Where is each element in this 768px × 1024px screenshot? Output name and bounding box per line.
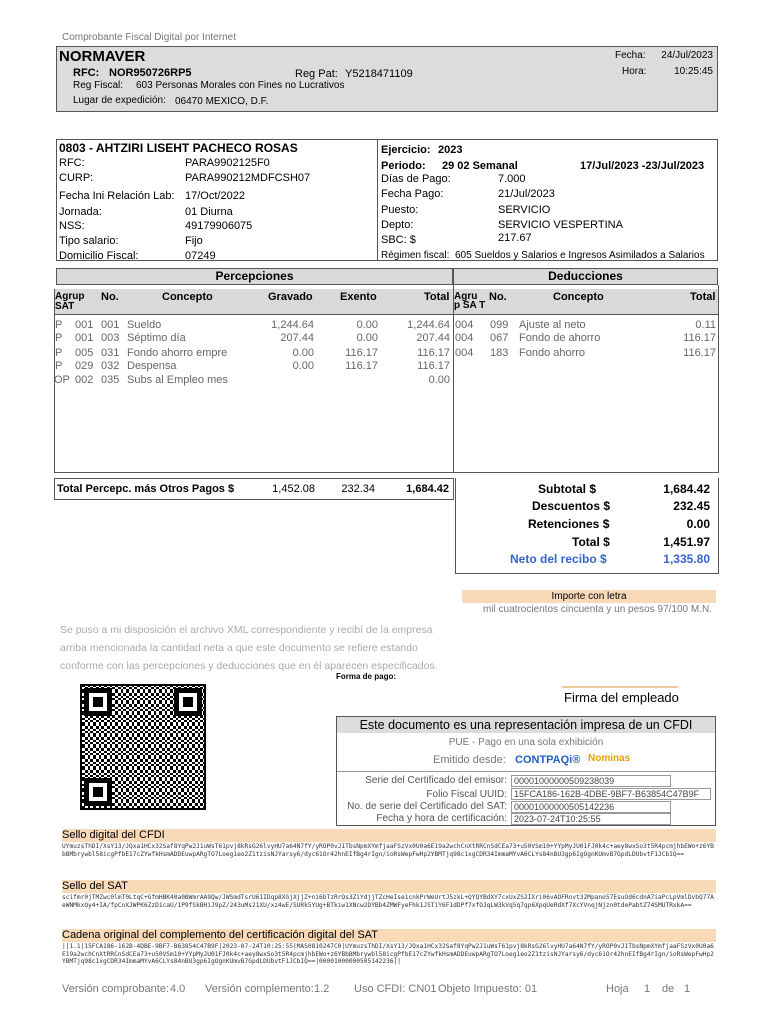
retenciones: 0.00 xyxy=(686,517,710,531)
concepto: Subs al Empleo mes xyxy=(127,374,228,386)
rango: 17/Jul/2023 -23/Jul/2023 xyxy=(580,160,705,172)
total: 116.17 xyxy=(417,347,450,359)
concepto: Séptimo día xyxy=(127,332,186,344)
cadena-text: ||1.1|15FCA186-162B-4DBE-9BF7-B63854C47B9F|2023-07-24T10:25:55|MAS0810247C0|UYmuzsThDI/XsY13/JQxa1HCx32Saf8YqPw2J1uWsT61pvj8kRsG26lvyHU7a64N7fY/yROP0vJ1TbsNpmXYmfjaaFSzVx0U0a6E19a2wchCnXtRRCnSdCEa73+u50VSm10+YYpMyJU01FJ0k4c+aey8wxSo3t5R4pcmjhbEWo+z6YBbBMbrywbl58icgPfbE17cZYwfkHsmADDEuwpARgTO7Loeg1eo2Z1tzisNJYarsy6/dyc61Or42hnEIfBg4rIgn/ioRsWepFwHp2YBMTjq98c1xgCDR34ImmaMYvA6CLYs84nBU3gp6IgOgnKUmvB7GpdLDUbvtF1JCbIQ==|00001000000505142236|| xyxy=(62,943,714,965)
concepto: Fondo ahorro xyxy=(519,347,586,359)
employee-title: 0803 - AHTZIRI LISEHT PACHECO ROSAS xyxy=(59,141,298,155)
ded-col-agrup: Agru xyxy=(454,291,478,302)
sat: 005 xyxy=(75,347,94,359)
no: 003 xyxy=(101,332,120,344)
col-agrup: Agrup xyxy=(55,291,85,302)
firma-empleado: Firma del empleado xyxy=(564,690,679,705)
total-percepc-label: Total Percepc. más Otros Pagos $ xyxy=(57,483,235,495)
periodo: 29 02 Semanal xyxy=(442,160,518,172)
satcert-label: No. de serie del Certificado del SAT: xyxy=(347,801,507,812)
gravado: 0.00 xyxy=(292,360,314,372)
brand: CONTPAQi® xyxy=(515,754,581,766)
de-label: de xyxy=(662,983,675,995)
subtotal: 1,684.42 xyxy=(663,482,710,496)
regpat-label: Reg Pat: xyxy=(295,68,338,80)
no: 067 xyxy=(490,332,509,344)
agrup: 004 xyxy=(455,332,474,344)
col-gravado: Gravado xyxy=(268,291,313,303)
version-label: Versión comprobante: xyxy=(62,983,170,995)
cfdi-title: Este documento es una representación impresa de un CFDI xyxy=(337,717,715,733)
issuer-rfc: NOR950726RP5 xyxy=(109,67,192,79)
fir: 17/Oct/2022 xyxy=(185,190,245,202)
percepciones-header xyxy=(54,289,453,315)
ded-col-sat: p SA T xyxy=(454,300,486,311)
gravado: 1,244.64 xyxy=(271,319,314,331)
concepto: Fondo de ahorro xyxy=(519,332,601,344)
fir-label: Fecha Ini Relación Lab: xyxy=(59,190,175,202)
domicilio: 07249 xyxy=(185,250,216,262)
depto-label: Depto: xyxy=(381,219,414,231)
fechacert-value: 2023-07-24T10:25:55 xyxy=(511,813,671,825)
disclaimer-line: arriba mencionada la cantidad neta a que este documento se refiere estando xyxy=(60,642,418,654)
page-number: 1 xyxy=(644,983,651,995)
sat: 002 xyxy=(75,374,94,386)
cfdi-box xyxy=(336,716,716,826)
total-exento: 232.34 xyxy=(341,483,375,495)
ejercicio: 2023 xyxy=(438,144,463,156)
subtotal-label: Subtotal $ xyxy=(538,482,597,496)
disclaimer-line: Se puso a mi disposición el archivo XML correspondiente y recibí de la empresa xyxy=(60,624,433,636)
total: 116.17 xyxy=(683,347,716,359)
page-count: 1 xyxy=(684,983,691,995)
regimen: 605 Sueldos y Salarios e Ingresos Asimilados a Salarios xyxy=(455,250,705,261)
concepto: Despensa xyxy=(127,360,177,372)
brand-nominas: Nominas xyxy=(588,753,631,764)
descuentos-label: Descuentos $ xyxy=(532,499,611,513)
ded-col-total: Total xyxy=(690,291,716,303)
serie-label: Serie del Certificado del emisor: xyxy=(365,775,507,786)
hora-label: Hora: xyxy=(622,66,647,77)
cadena-label: Cadena original del complemento del certificación digital del SAT xyxy=(62,929,716,942)
hoja-label: Hoja xyxy=(606,983,629,995)
curp: PARA990212MDFCSH07 xyxy=(185,172,311,184)
total: 0.11 xyxy=(695,319,716,331)
sat: 029 xyxy=(75,360,94,372)
company-name: NORMAVER xyxy=(59,48,146,65)
percepciones-total-row xyxy=(54,478,454,500)
dias: 7.000 xyxy=(498,173,526,185)
lugar: 06470 MEXICO, D.F. xyxy=(175,96,269,107)
total: 116.17 xyxy=(417,360,450,372)
curp-label: CURP: xyxy=(59,172,94,184)
uuid-label: Folio Fiscal UUID: xyxy=(426,789,507,800)
domicilio-label: Domicilio Fiscal: xyxy=(59,250,139,262)
dias-label: Días de Pago: xyxy=(381,173,451,185)
total-label: Total $ xyxy=(572,535,610,549)
agrup: P xyxy=(55,319,63,331)
forma-pago-label: Forma de pago: xyxy=(336,672,397,681)
vcomp: 1.2 xyxy=(314,983,330,995)
version: 4.0 xyxy=(170,983,186,995)
employee-box xyxy=(56,139,718,261)
percepciones-title: Percepciones xyxy=(56,268,453,285)
ejercicio-label: Ejercicio: xyxy=(381,144,431,156)
emitido: Emitido desde: xyxy=(433,754,506,766)
no: 031 xyxy=(101,347,120,359)
regfiscal-label: Reg Fiscal: xyxy=(73,80,124,91)
gravado: 0.00 xyxy=(292,347,314,359)
deducciones-header xyxy=(453,289,718,315)
sello-cfdi-label: Sello digital del CFDI xyxy=(62,829,716,842)
fechacert-label: Fecha y hora de certificación: xyxy=(376,813,507,824)
importe-label: Importe con letra xyxy=(462,590,716,603)
depto: SERVICIO VESPERTINA xyxy=(498,219,623,231)
issuer-header xyxy=(56,46,718,112)
periodo-label: Periodo: xyxy=(381,160,426,172)
total-percepciones: 1,684.42 xyxy=(406,483,449,495)
col-sat: SAT xyxy=(55,301,75,312)
agrup: P xyxy=(55,332,63,344)
disclaimer-line: conforme con las percepciones y deducciones que en él aparecen especificados. xyxy=(60,660,438,672)
sbc: 217.67 xyxy=(498,232,532,244)
sat: 001 xyxy=(75,332,94,344)
fecha: 24/Jul/2023 xyxy=(661,50,713,61)
no: 001 xyxy=(101,319,120,331)
no: 183 xyxy=(490,347,509,359)
lugar-label: Lugar de expedición: xyxy=(73,95,166,106)
col-exento: Exento xyxy=(340,291,377,303)
sello-sat-label: Sello del SAT xyxy=(62,880,716,893)
satcert-value: 00001000000505142236 xyxy=(511,801,671,813)
sello-sat-text: scifmr0jTMZwc0lmT0LtqC+GfmHBK40a0BWmrAA9Qw/JWSmdTsrU61IDqp8XGjXjjZ+ni6bTzRrQs3ZiYdjjTZcHeIse1cnkPrWeUrtJ5zkL+QYQYBdXY7cxUxZS2IXri06vAOFRnvt32Mpano57EsuOd6cdnA7iaPcLpVmlDvbQ77AeWNMkxQy4+IA/fpCnXJWPK6ZzD1caU/1P9fSkBHiJ9pZ/243uMs21XU/xz4wE/SURk5YUg+BTkiw1XNcw2DYBb4ZMWFyeFhk1JSTiY6F1dDPf7xfOJqLW3kVq5q7qp6XpqUeRdXf7XcYVnqjNjzn0tdePabtZ74SMUTRxkA== xyxy=(62,894,714,909)
exento: 116.17 xyxy=(345,347,378,359)
importe-text: mil cuatrocientos cincuenta y un pesos 97/100 M.N. xyxy=(482,604,712,615)
regfiscal: 603 Personas Morales con Fines no Lucrativos xyxy=(136,80,345,91)
sat: 001 xyxy=(75,319,94,331)
puesto-label: Puesto: xyxy=(381,204,419,216)
agrup: P xyxy=(55,347,63,359)
sello-cfdi-text: UYmuzsThDI/XsY13/JQxa1HCx32Saf8YqPw2J1uWsT61pvj8kRsG26lvyHU7a64N7fY/yROP0vJ1TbsNpmXYmfjaaFSzVx0U0a6E19a2wchCnXtRRCnSdCEa73+u50VSm10+YYpMyJU01FJ0k4c+aey8wxSo3t5R4pcmjhbEWo+z6YBbBMbrywbl58icgPfbE17cZYwfkHsmADDEuwpARgTO7Loeg1eo2Z1tzisNJYarsy6/dyc61Or42hnEIfBg4rIgn/ioRsWepFwHp2YBMTjq98c1xgCDR34ImmaMYvA6CLYs84nBU3gp6IgOgnKUmvB7GpdLDUbvtF1JCbIQ== xyxy=(62,843,714,858)
emp-rfc-label: RFC: xyxy=(59,157,85,169)
total: 1,244.64 xyxy=(407,319,450,331)
concepto: Sueldo xyxy=(127,319,162,331)
no: 035 xyxy=(101,374,120,386)
total: 0.00 xyxy=(428,374,450,386)
disclaimer xyxy=(60,621,438,675)
total: 207.44 xyxy=(416,332,450,344)
nss: 49179906075 xyxy=(185,220,253,232)
ded-col-concepto: Concepto xyxy=(553,291,604,303)
agrup: 004 xyxy=(455,347,474,359)
sbc-label: SBC: $ xyxy=(381,234,416,246)
agrup: P xyxy=(55,360,63,372)
fpago: 21/Jul/2023 xyxy=(498,188,555,200)
retenciones-label: Retenciones $ xyxy=(528,517,610,531)
pue: PUE - Pago en una sola exhibición xyxy=(448,737,604,748)
col-concepto: Concepto xyxy=(162,291,213,303)
fecha-label: Fecha: xyxy=(615,50,646,61)
col-total: Total xyxy=(424,291,450,303)
ded-col-no: No. xyxy=(489,291,507,303)
exento: 0.00 xyxy=(356,332,378,344)
deducciones-title: Deducciones xyxy=(453,268,718,285)
vcomp-label: Versión complemento: xyxy=(205,983,314,995)
no: 099 xyxy=(490,319,509,331)
agrup: 004 xyxy=(455,319,474,331)
exento: 0.00 xyxy=(356,319,378,331)
tipo: Fijo xyxy=(185,235,203,247)
nss-label: NSS: xyxy=(59,220,85,232)
uso-cfdi: Uso CFDI: CN01 xyxy=(354,983,437,995)
concepto: Ajuste al neto xyxy=(519,319,586,331)
total-gravado: 1,452.08 xyxy=(272,483,315,495)
no: 032 xyxy=(101,360,120,372)
caption: Comprobante Fiscal Digital por Internet xyxy=(62,32,236,43)
uuid-value: 15FCA186-162B-4DBE-9BF7-B63854C47B9F xyxy=(511,788,711,800)
qr-code xyxy=(80,684,206,810)
col-no: No. xyxy=(101,291,119,303)
neto-label: Neto del recibo $ xyxy=(510,552,607,566)
puesto: SERVICIO xyxy=(498,204,551,216)
regpat: Y5218471109 xyxy=(345,68,413,80)
total: 116.17 xyxy=(683,332,716,344)
concepto: Fondo ahorro empre xyxy=(127,347,228,359)
serie-value: 00001000000509238039 xyxy=(511,775,671,787)
exento: 116.17 xyxy=(345,360,378,372)
tipo-label: Tipo salario: xyxy=(59,235,119,247)
objeto-impuesto: Objeto Impuesto: 01 xyxy=(438,983,538,995)
gravado: 207.44 xyxy=(280,332,314,344)
jornada: 01 Diurna xyxy=(185,206,233,218)
neto-amount: 1,335.80 xyxy=(663,552,710,566)
rfc-label: RFC: xyxy=(73,67,100,79)
hora: 10:25:45 xyxy=(674,66,713,77)
fpago-label: Fecha Pago: xyxy=(381,188,444,200)
descuentos: 232.45 xyxy=(673,499,710,513)
total-amount: 1,451.97 xyxy=(663,535,710,549)
jornada-label: Jornada: xyxy=(59,206,102,218)
agrup: OP xyxy=(54,374,70,386)
regimen-label: Régimen fiscal: xyxy=(381,250,450,261)
emp-rfc: PARA9902125F0 xyxy=(185,157,270,169)
summary-box xyxy=(455,478,719,574)
